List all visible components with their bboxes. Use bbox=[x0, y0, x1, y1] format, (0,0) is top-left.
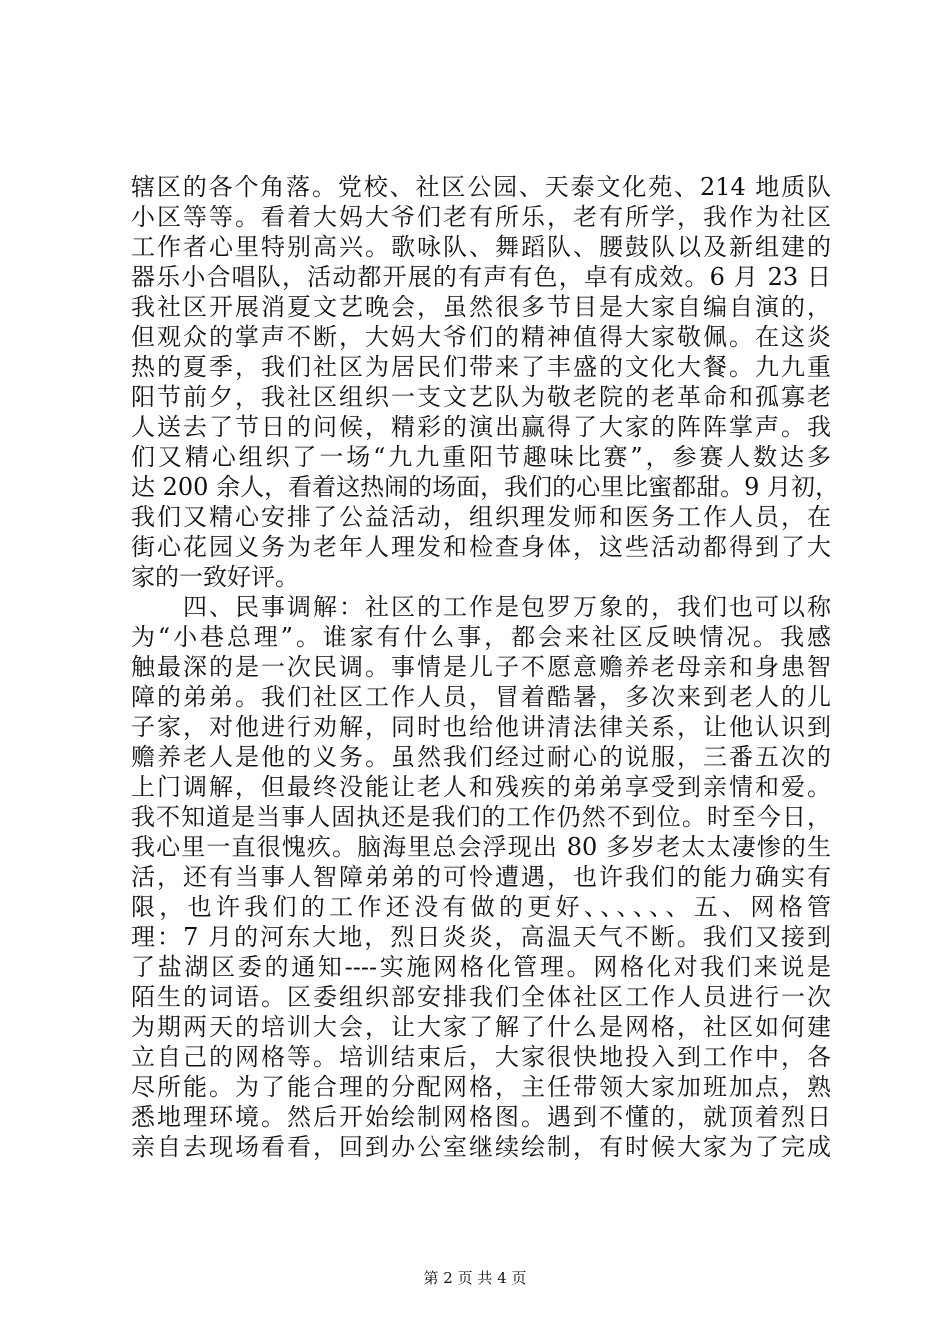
text-line: 家的一致好评。 bbox=[131, 563, 299, 591]
text-line: 子家，对他进行劝解，同时也给他讲清法律关系，让他认识到 bbox=[131, 713, 831, 741]
text-line: 但观众的掌声不断，大妈大爷们的精神值得大家敬佩。在这炎 bbox=[131, 323, 831, 351]
text-line: 触最深的是一次民调。事情是儿子不愿意赡养老母亲和身患智 bbox=[131, 653, 831, 681]
text-line: 我们又精心安排了公益活动，组织理发师和医务工作人员，在 bbox=[131, 503, 831, 531]
text-line: 们又精心组织了一场“九九重阳节趣味比赛”，参赛人数达多 bbox=[131, 443, 831, 471]
text-line: 阳节前夕，我社区组织一支文艺队为敬老院的老革命和孤寡老 bbox=[131, 383, 831, 411]
text-line: 小区等等。看着大妈大爷们老有所乐，老有所学，我作为社区 bbox=[131, 203, 831, 231]
text-line: 障的弟弟。我们社区工作人员，冒着酷暑，多次来到老人的儿 bbox=[131, 683, 831, 711]
text-line: 悉地理环境。然后开始绘制网格图。遇到不懂的，就顶着烈日 bbox=[131, 1103, 831, 1131]
text-line: 达 200 余人，看着这热闹的场面，我们的心里比蜜都甜。9 月初， bbox=[131, 473, 839, 501]
text-line: 活，还有当事人智障弟弟的可怜遭遇，也许我们的能力确实有 bbox=[131, 863, 831, 891]
text-line: 限，也许我们的工作还没有做的更好、、、、、、五、网格管 bbox=[131, 893, 831, 921]
text-line: 亲自去现场看看，回到办公室继续绘制，有时候大家为了完成 bbox=[131, 1133, 831, 1161]
text-line: 人送去了节日的问候，精彩的演出赢得了大家的阵阵掌声。我 bbox=[131, 413, 831, 441]
text-line: 为“小巷总理”。谁家有什么事，都会来社区反映情况。我感 bbox=[131, 623, 831, 651]
text-line: 我心里一直很愧疚。脑海里总会浮现出 80 多岁老太太凄惨的生 bbox=[131, 833, 831, 861]
text-line: 工作者心里特别高兴。歌咏队、舞蹈队、腰鼓队以及新组建的 bbox=[131, 233, 831, 261]
text-line: 我社区开展消夏文艺晚会，虽然很多节目是大家自编自演的， bbox=[131, 293, 831, 321]
text-line: 立自己的网格等。培训结束后，大家很快地投入到工作中，各 bbox=[131, 1043, 831, 1071]
body-text bbox=[131, 172, 839, 1162]
text-line: 辖区的各个角落。党校、社区公园、天泰文化苑、214 地质队 bbox=[131, 173, 831, 201]
page-number-footer: 第 2 页 共 4 页 bbox=[423, 1269, 527, 1287]
text-line: 街心花园义务为老年人理发和检查身体，这些活动都得到了大 bbox=[131, 533, 831, 561]
text-line: 尽所能。为了能合理的分配网格，主任带领大家加班加点，熟 bbox=[131, 1073, 831, 1101]
text-line: 四、民事调解：社区的工作是包罗万象的，我们也可以称 bbox=[131, 593, 831, 621]
text-line: 热的夏季，我们社区为居民们带来了丰盛的文化大餐。九九重 bbox=[131, 353, 831, 381]
text-line: 上门调解，但最终没能让老人和残疾的弟弟享受到亲情和爱。 bbox=[131, 773, 831, 801]
text-line: 为期两天的培训大会，让大家了解了什么是网格，社区如何建 bbox=[131, 1013, 831, 1041]
text-line: 陌生的词语。区委组织部安排我们全体社区工作人员进行一次 bbox=[131, 983, 831, 1011]
text-line: 了盐湖区委的通知----实施网格化管理。网格化对我们来说是 bbox=[131, 953, 831, 981]
text-line: 理：7 月的河东大地，烈日炎炎，高温天气不断。我们又接到 bbox=[131, 923, 831, 951]
text-line: 器乐小合唱队，活动都开展的有声有色，卓有成效。6 月 23 日 bbox=[131, 263, 831, 291]
text-line: 我不知道是当事人固执还是我们的工作仍然不到位。时至今日， bbox=[131, 803, 831, 831]
text-line: 赡养老人是他的义务。虽然我们经过耐心的说服，三番五次的 bbox=[131, 743, 831, 771]
